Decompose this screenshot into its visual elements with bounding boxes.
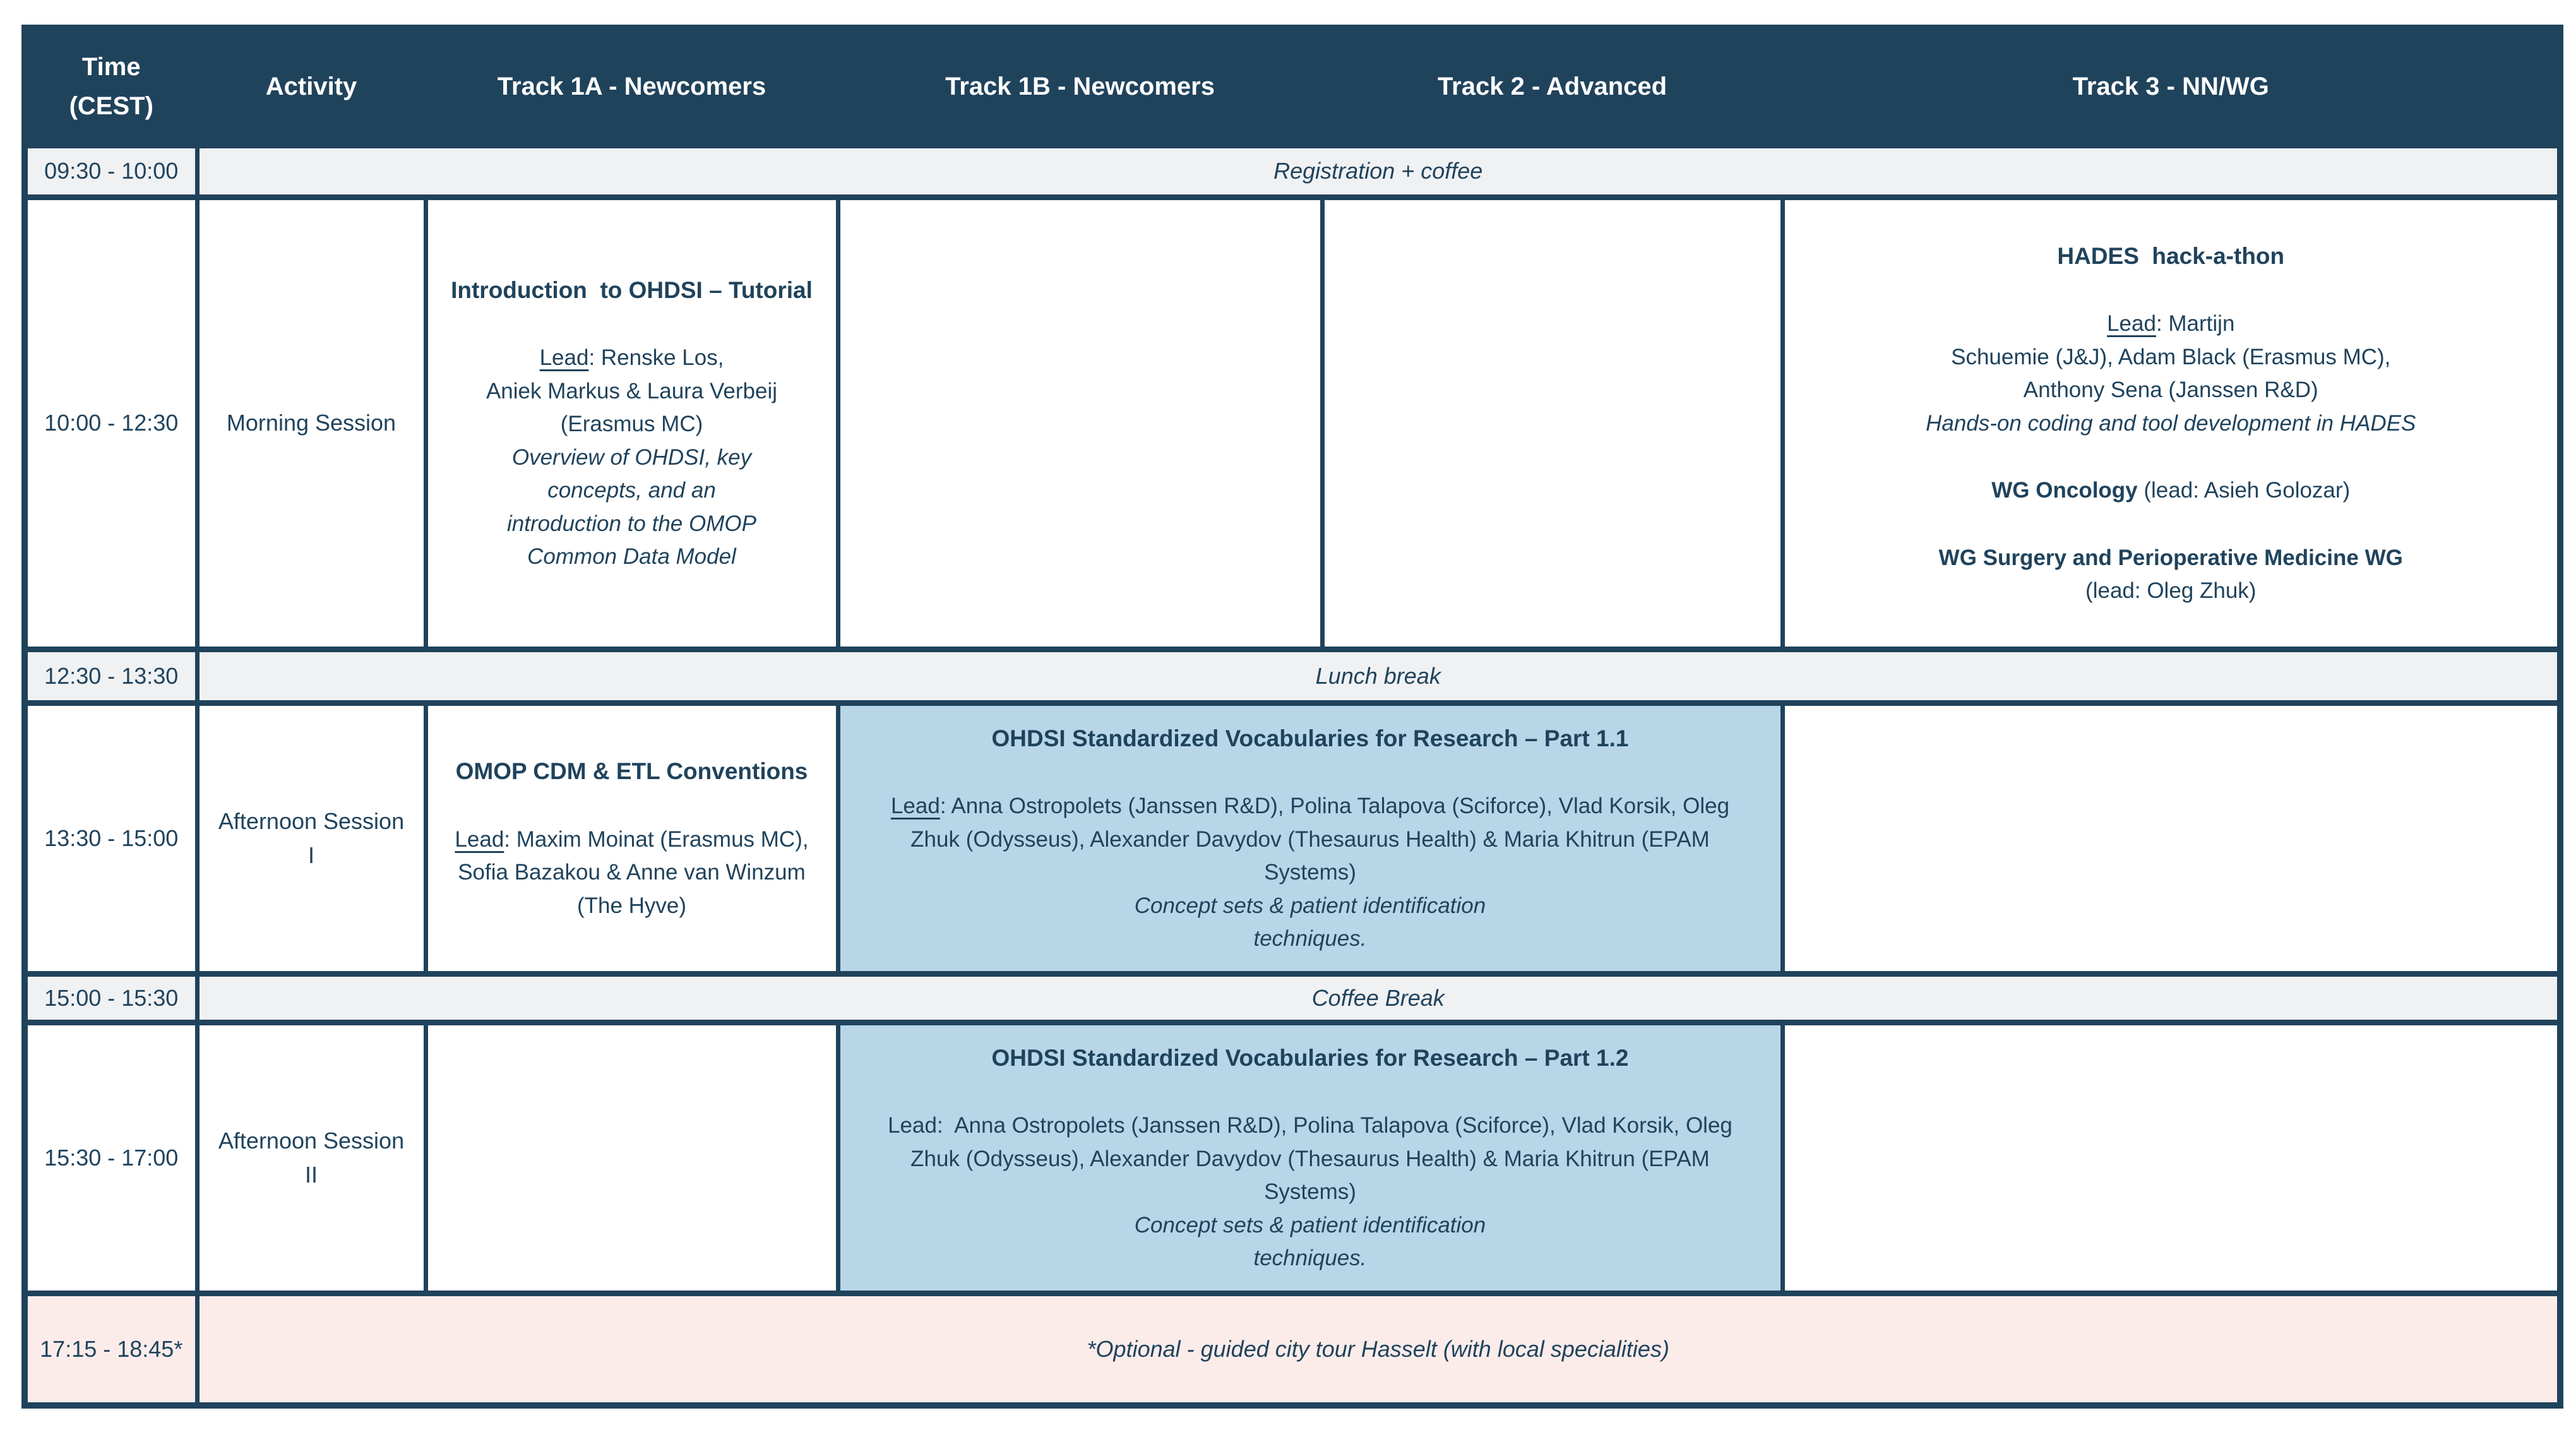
row-coffee <box>25 974 2560 1022</box>
session-description: concepts, and an <box>547 478 716 503</box>
col-header-time: Time (CEST) <box>25 28 197 145</box>
row-tour <box>25 1293 2560 1405</box>
lead-label: Lead <box>455 826 504 852</box>
lead-label: Lead <box>890 794 940 818</box>
spacer <box>1803 440 2540 474</box>
row-morning <box>25 197 2560 649</box>
session-description: techniques. <box>1253 1246 1367 1270</box>
col-header-track1b: Track 1B - Newcomers <box>838 28 1322 145</box>
session-lead-line <box>866 790 1755 890</box>
col-header-activity: Activity <box>197 28 426 145</box>
lead-label: Lead <box>539 345 589 370</box>
col-header-track2: Track 2 - Advanced <box>1322 28 1782 145</box>
session-title: HADES hack-a-thon <box>2057 242 2285 269</box>
time-registration: 09:30 - 10:00 <box>25 145 197 197</box>
session-title: Introduction to OHDSI – Tutorial <box>451 277 813 303</box>
session-description: Concept sets & patient identification <box>1134 1212 1486 1237</box>
session-lead-line: (Erasmus MC) <box>560 412 703 436</box>
time-afternoon1: 13:30 - 15:00 <box>25 703 197 974</box>
session-lead-line: Schuemie (J&J), Adam Black (Erasmus MC), <box>1951 344 2391 369</box>
tour-cell: *Optional - guided city tour Hasselt (with local specialities) <box>197 1293 2560 1405</box>
lead-rest: : Maxim Moinat (Erasmus MC), <box>504 826 809 852</box>
session-lead-line: Aniek Markus & Laura Verbeij <box>486 378 778 403</box>
time-tour: 17:15 - 18:45* <box>25 1293 197 1405</box>
session-description: Overview of OHDSI, key <box>511 444 752 470</box>
col-header-track1a: Track 1A - Newcomers <box>426 28 838 145</box>
wg-oncology-line <box>1803 474 2540 508</box>
spacer <box>866 756 1755 790</box>
session-lead-line <box>446 823 818 857</box>
empty-cell-track3-afternoon1 <box>1782 703 2560 974</box>
session-description: Hands-on coding and tool development in HADES <box>1926 410 2416 436</box>
spacer <box>1803 508 2540 542</box>
activity-afternoon2: Afternoon Session II <box>197 1022 426 1293</box>
wg-name: WG Oncology <box>1991 478 2138 503</box>
empty-cell-track1b-morning <box>838 197 1322 649</box>
lead-rest: : Renske Los, <box>588 345 724 370</box>
activity-afternoon1: Afternoon Session I <box>197 703 426 974</box>
spacer <box>446 789 818 823</box>
spacer <box>446 307 818 342</box>
lunch-break-cell: Lunch break <box>197 649 2560 703</box>
spacer <box>866 1075 1755 1109</box>
registration-break-cell: Registration + coffee <box>197 145 2560 197</box>
session-title: OHDSI Standardized Vocabularies for Research – Part 1.1 <box>991 725 1629 751</box>
activity-morning: Morning Session <box>197 197 426 649</box>
coffee-break-cell: Coffee Break <box>197 974 2560 1022</box>
wg-surgery-line: WG Surgery and Perioperative Medicine WG <box>1938 545 2403 570</box>
session-lead-line <box>1803 307 2540 341</box>
row-afternoon2 <box>25 1022 2560 1293</box>
session-title: OMOP CDM & ETL Conventions <box>455 758 808 784</box>
session-title: OHDSI Standardized Vocabularies for Research – Part 1.2 <box>991 1044 1629 1071</box>
schedule-table <box>21 25 2563 1409</box>
time-afternoon2: 15:30 - 17:00 <box>25 1022 197 1293</box>
empty-cell-track1a-afternoon2 <box>426 1022 838 1293</box>
col-header-track3: Track 3 - NN/WG <box>1782 28 2560 145</box>
session-cell-omop-etl <box>426 703 838 974</box>
session-description: introduction to the OMOP <box>507 511 756 536</box>
header-row <box>25 28 2560 145</box>
time-morning: 10:00 - 12:30 <box>25 197 197 649</box>
empty-cell-track2-morning <box>1322 197 1782 649</box>
lead-rest: : Martijn <box>2156 311 2235 336</box>
session-description: Concept sets & patient identification <box>1134 893 1486 918</box>
session-description: techniques. <box>1253 926 1367 951</box>
lead-label: Lead <box>2107 311 2156 336</box>
row-afternoon1 <box>25 703 2560 974</box>
lead-rest: : Anna Ostropolets (Janssen R&D), Polina Talapova (Sciforce), Vlad Korsik, Oleg Zhuk (Odysseus), Alexander Davydov (Thesaurus Health) & Maria Khitrun (EPAM Systems) <box>910 794 1736 885</box>
session-lead-line: Anthony Sena (Janssen R&D) <box>2023 378 2318 402</box>
session-description: Common Data Model <box>527 544 736 569</box>
session-cell-hades <box>1782 197 2560 649</box>
session-lead-line: (The Hyve) <box>576 893 687 918</box>
spacer <box>1803 273 2540 307</box>
session-lead-line: Sofia Bazakou & Anne van Winzum <box>458 860 806 885</box>
row-registration <box>25 145 2560 197</box>
session-lead-line: Lead: Anna Ostropolets (Janssen R&D), Polina Talapova (Sciforce), Vlad Korsik, Oleg Zhuk (Odysseus), Alexander Davydov (Thesaurus Health) & Maria Khitrun (EPAM Systems) <box>888 1113 1739 1204</box>
session-lead-line <box>446 342 818 375</box>
session-cell-intro-tutorial <box>426 197 838 649</box>
session-cell-vocab-part11 <box>838 703 1782 974</box>
session-cell-vocab-part12 <box>838 1022 1782 1293</box>
wg-surgery-lead: (lead: Oleg Zhuk) <box>2085 578 2257 603</box>
empty-cell-track3-afternoon2 <box>1782 1022 2560 1293</box>
wg-lead: (lead: Asieh Golozar) <box>2137 478 2351 503</box>
time-lunch: 12:30 - 13:30 <box>25 649 197 703</box>
time-coffee: 15:00 - 15:30 <box>25 974 197 1022</box>
row-lunch <box>25 649 2560 703</box>
